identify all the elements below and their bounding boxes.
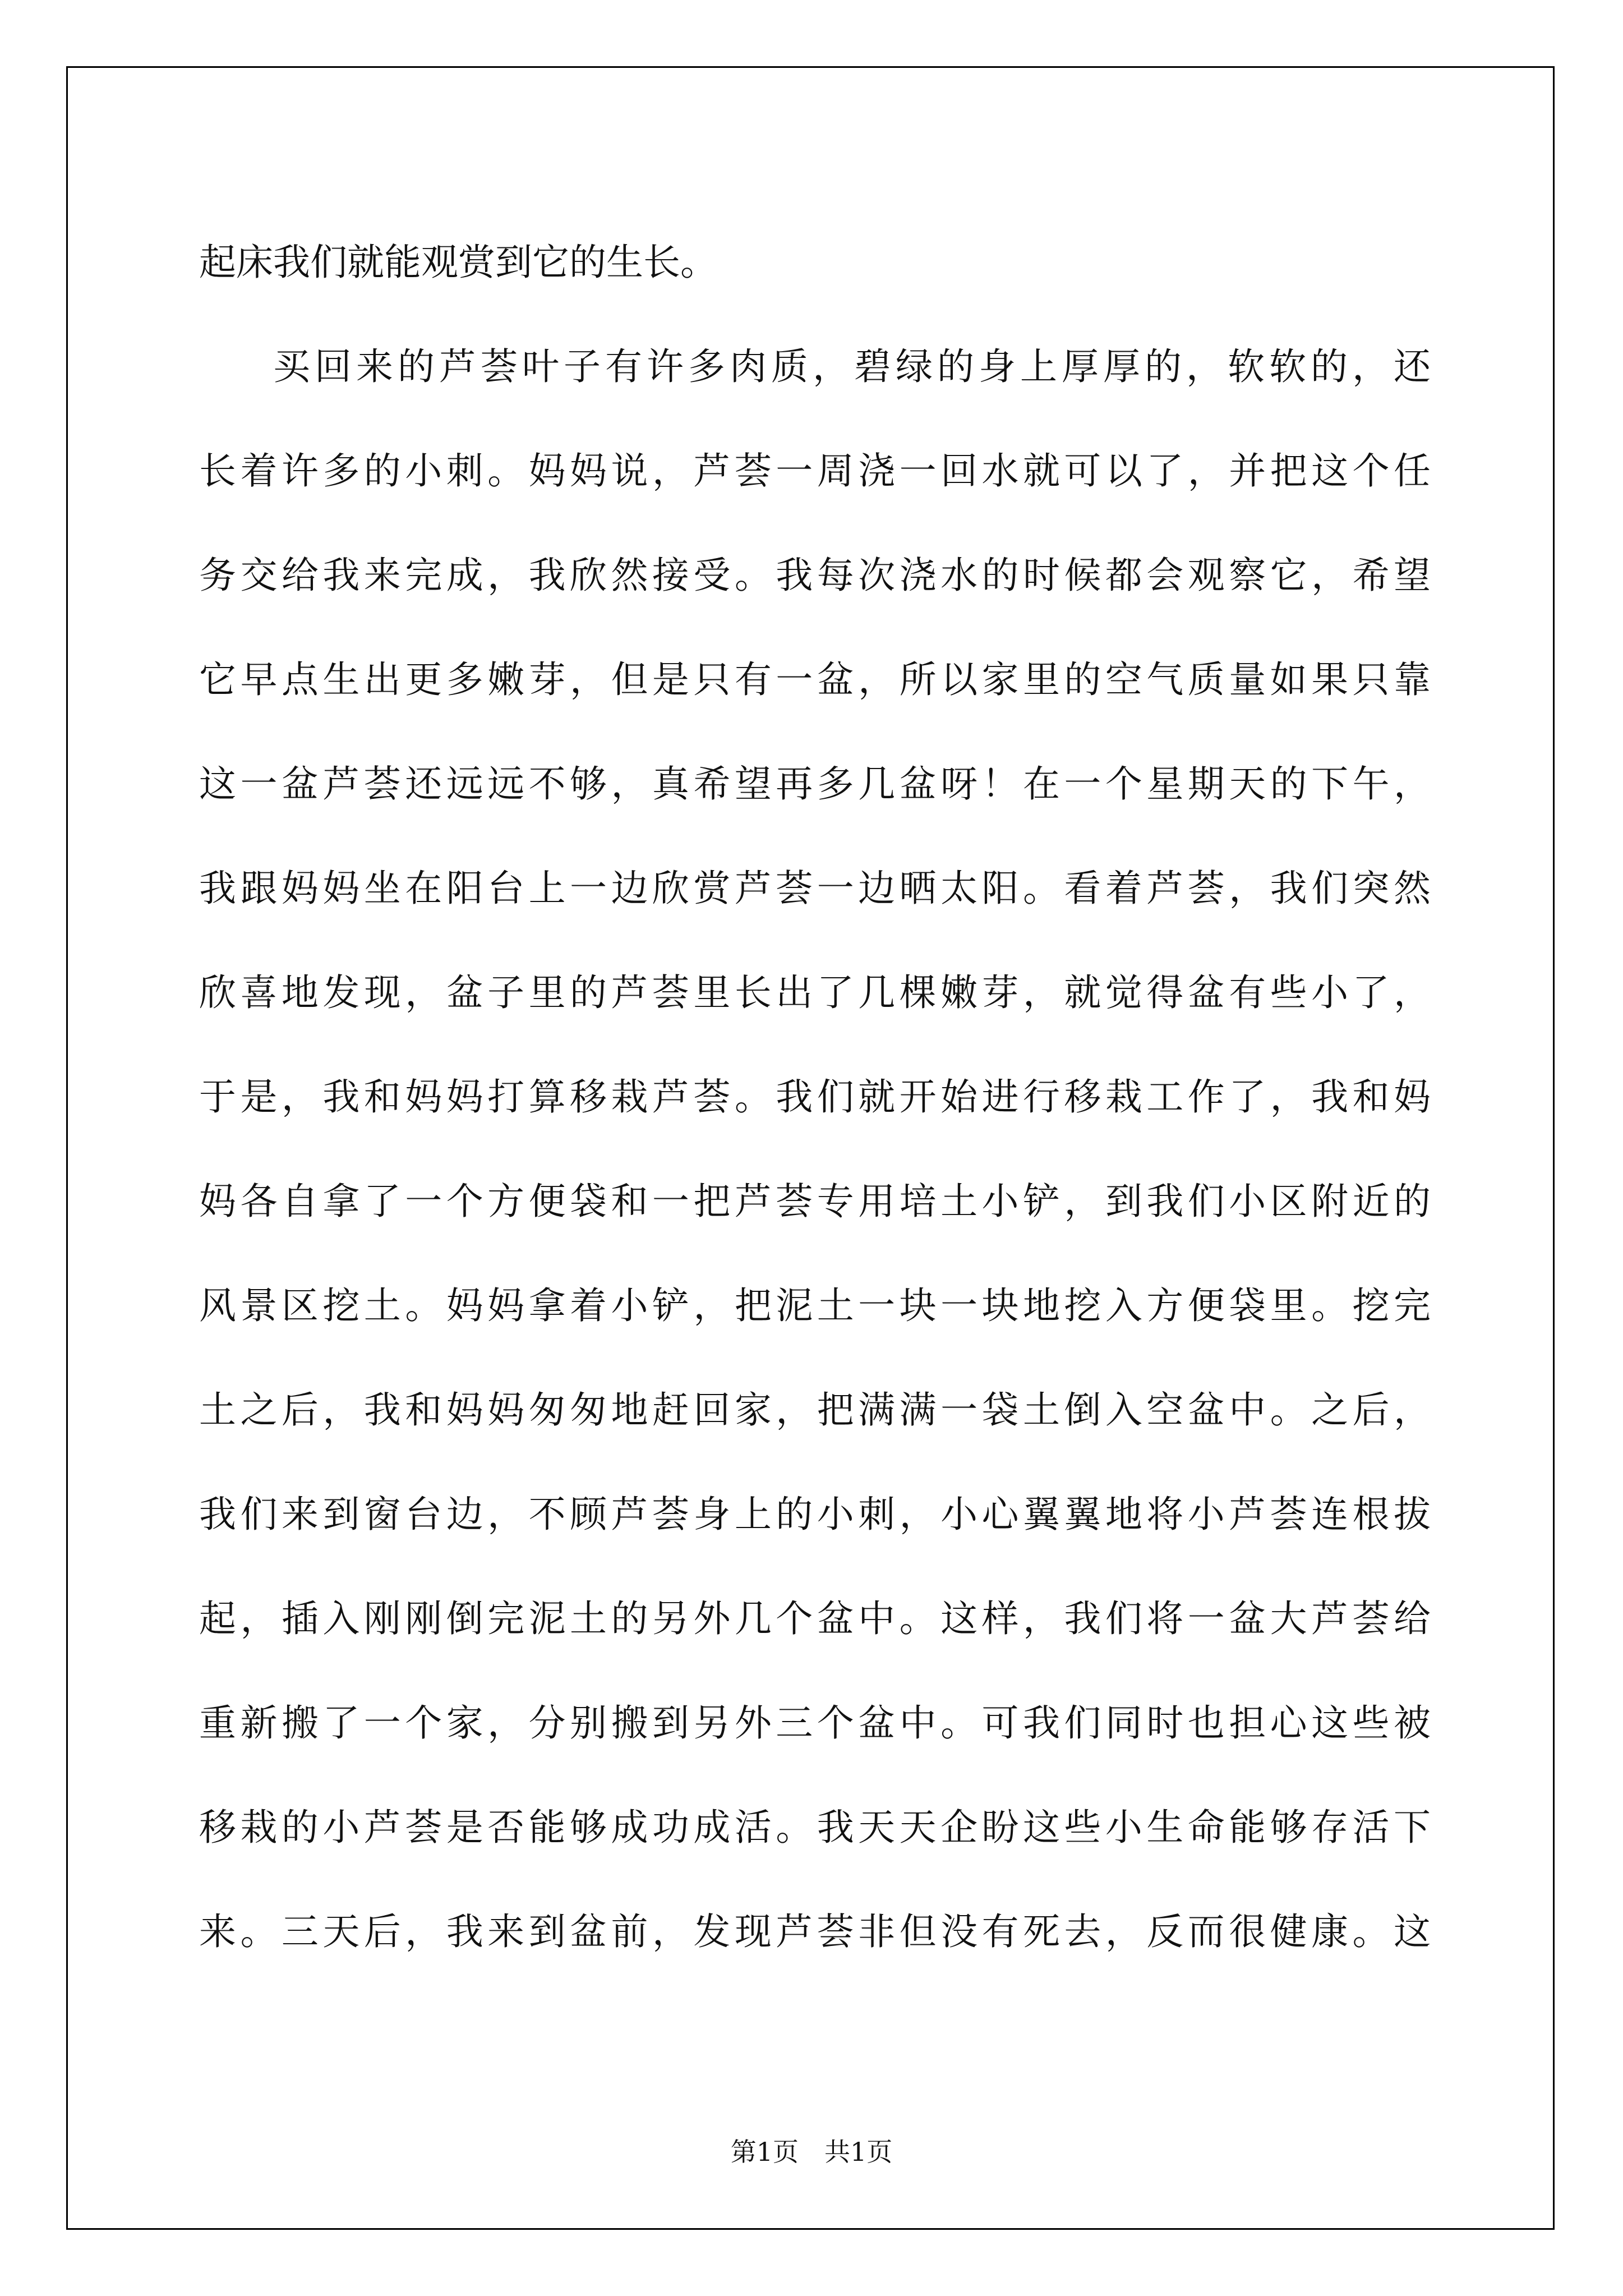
page-footer	[0, 2132, 1623, 2169]
text-line: 来。三天后，我来到盆前，发现芦荟非但没有死去，反而很健康。这	[199, 1910, 1431, 1953]
text-line: 我跟妈妈坐在阳台上一边欣赏芦荟一边晒太阳。看着芦荟，我们突然	[199, 867, 1431, 910]
text-line: 风景区挖土。妈妈拿着小铲，把泥土一块一块地挖入方便袋里。挖完	[199, 1284, 1431, 1327]
text-line: 这一盆芦荟还远远不够，真希望再多几盆呀！在一个星期天的下午，	[199, 762, 1431, 806]
text-line: 重新搬了一个家，分别搬到另外三个盆中。可我们同时也担心这些被	[199, 1701, 1431, 1745]
text-line: 起床我们就能观赏到它的生长。	[199, 241, 717, 284]
page-number: 第1页 共1页	[730, 2137, 893, 2167]
text-line: 欣喜地发现，盆子里的芦荟里长出了几棵嫩芽，就觉得盆有些小了，	[199, 971, 1431, 1014]
text-line: 于是，我和妈妈打算移栽芦荟。我们就开始进行移栽工作了，我和妈	[199, 1075, 1431, 1119]
text-line: 土之后，我和妈妈匆匆地赶回家，把满满一袋土倒入空盆中。之后，	[199, 1388, 1431, 1432]
text-line: 移栽的小芦荟是否能够成功成活。我天天企盼这些小生命能够存活下	[199, 1806, 1431, 1849]
text-line: 买回来的芦荟叶子有许多肉质，碧绿的身上厚厚的，软软的，还	[273, 345, 1431, 388]
text-line: 我们来到窗台边，不顾芦荟身上的小刺，小心翼翼地将小芦荟连根拔	[199, 1493, 1431, 1536]
text-line: 务交给我来完成，我欣然接受。我每次浇水的时候都会观察它，希望	[199, 554, 1431, 597]
text-line: 它早点生出更多嫩芽，但是只有一盆，所以家里的空气质量如果只靠	[199, 658, 1431, 701]
body-text	[199, 210, 1431, 1984]
text-line: 起，插入刚刚倒完泥土的另外几个盆中。这样，我们将一盆大芦荟给	[199, 1597, 1431, 1640]
text-line: 长着许多的小刺。妈妈说，芦荟一周浇一回水就可以了，并把这个任	[199, 449, 1431, 493]
text-line: 妈各自拿了一个方便袋和一把芦荟专用培土小铲，到我们小区附近的	[199, 1180, 1431, 1223]
